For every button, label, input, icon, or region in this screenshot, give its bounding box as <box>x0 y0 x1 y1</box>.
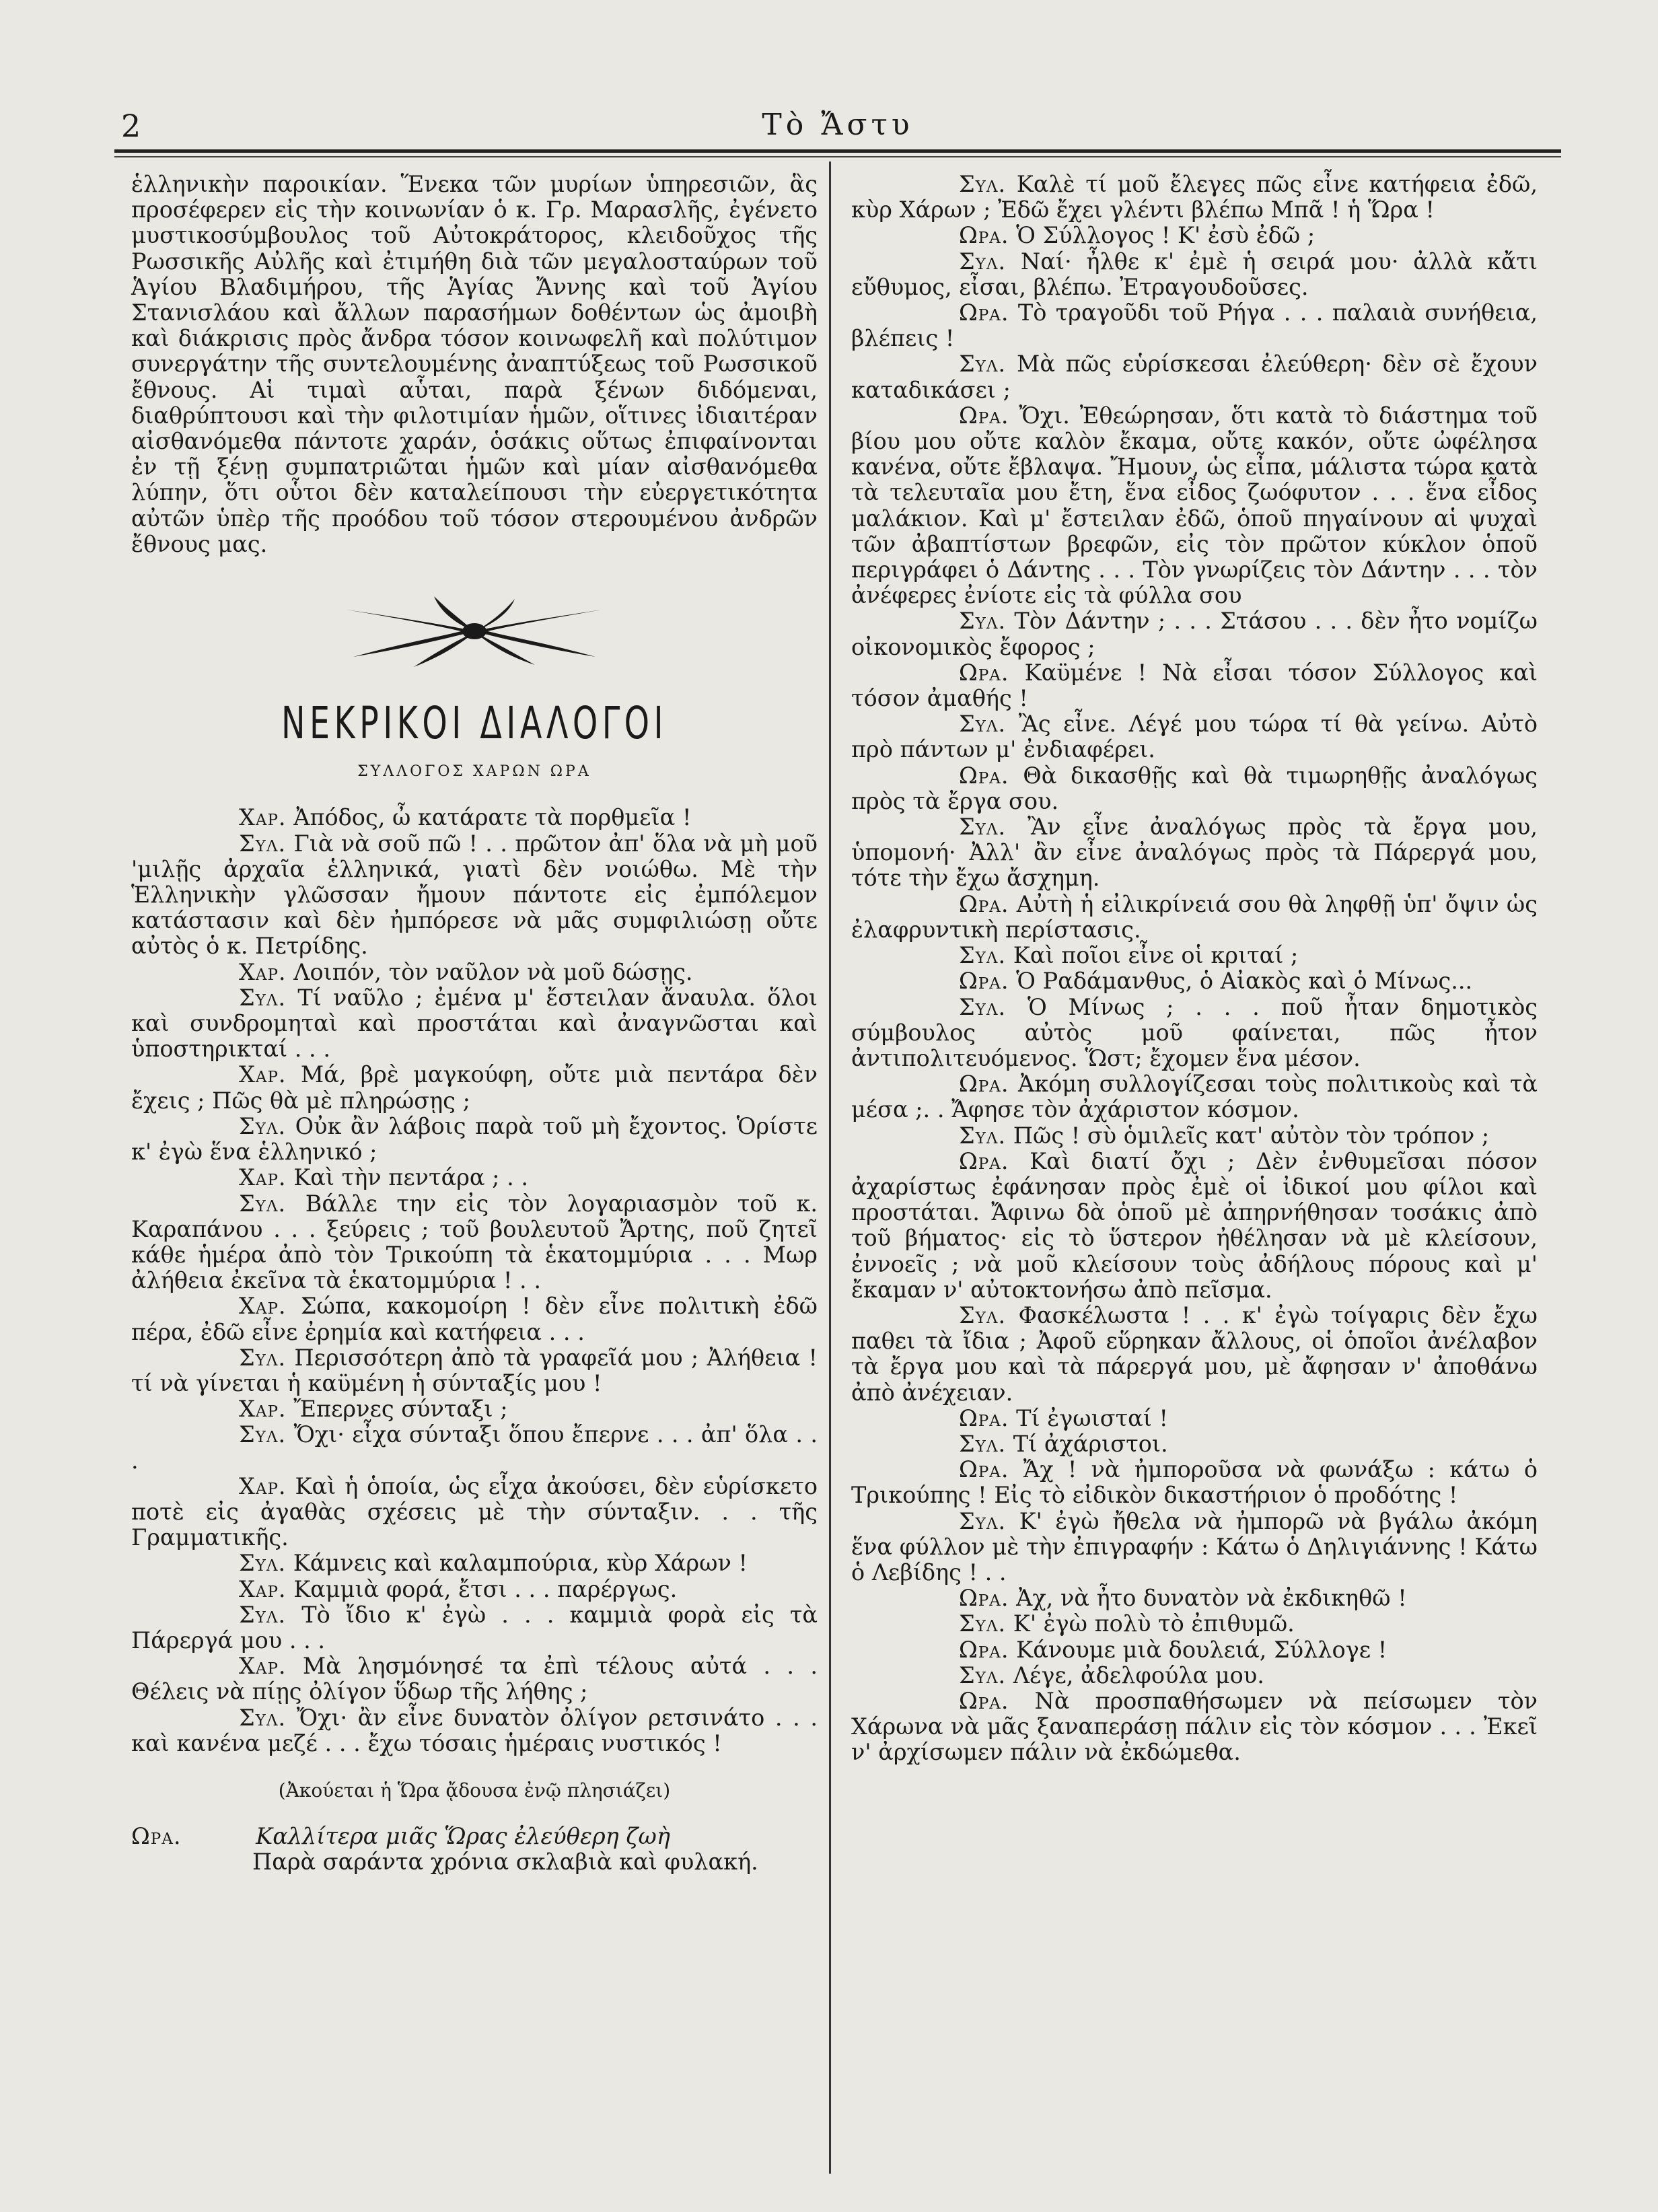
dialogue-line <box>851 403 1538 609</box>
dialogue-text: Καὶ ποῖοι εἶνε οἱ κριταί ; <box>1013 942 1299 969</box>
dialogue-text: Ὁ Μίνως ; . . . ποῦ ἦταν δημοτικὸς σύμβουλος αὐτὸς μοῦ φαίνεται, πῶς ἦτον ἀντιπολιτευόμενος. Ὥστ; ἔχομεν ἕνα μέσον. <box>851 993 1538 1071</box>
speaker-label: Συλ. <box>959 171 1007 197</box>
dialogue-line <box>851 1149 1538 1303</box>
speaker-label: Ωρα. <box>959 1585 1009 1612</box>
speaker-label: Συλ. <box>959 711 1007 738</box>
dialogue-text: Κ' ἐγὼ ἤθελα νὰ ἠμπορῶ νὰ βγάλω ἀκόμη ἕνα φύλλον μὲ τὴν ἐπιγραφήν : Κάτω ὁ Δηλιγιάννης ! Κάτω ὁ Λεβίδης ! . . <box>851 1507 1538 1585</box>
speaker-label: Χαρ. <box>239 1396 287 1423</box>
dialogue-text: Τί ναῦλο ; ἐμένα μ' ἔστειλαν ἄναυλα. ὅλοι καὶ συνδρομηταὶ καὶ προστάται καὶ ἀναγνῶσται καὶ ὑποστηρικταί . . . <box>131 984 818 1063</box>
stage-direction: (Ἀκούεται ἡ Ὥρα ᾄδουσα ἐνῷ πλησιάζει) <box>278 1779 671 1801</box>
dialogue-line <box>851 1303 1538 1406</box>
dialogue-text: Λοιπόν, τὸν ναῦλον νὰ μοῦ δώσῃς. <box>293 958 693 985</box>
dialogue-text: Τὸ τραγοῦδι τοῦ Ρήγα . . . παλαιὰ συνήθεια, βλέπεις ! <box>851 299 1538 352</box>
speaker-label: Ωρα. <box>959 1636 1009 1663</box>
dialogue-text: Φασκέλωστα ! . . κ' ἐγὼ τοίγαρις δὲν ἔχω παθει τὰ ἴδια ; Ἀφοῦ εὕρηκαν ἄλλους, οἱ ὁποῖοι ἀνέλαβον τὰ ἔργα μου καὶ τὰ πάρεργά μου, μὲ ἄφησαν ν' ἀποθάνω ἀπὸ ἀνέχειαν. <box>851 1301 1538 1406</box>
dialogue-line <box>851 660 1538 711</box>
speaker-label: Ωρα. <box>959 890 1009 917</box>
speaker-label: Συλ. <box>239 830 287 857</box>
dialogue-line <box>851 995 1538 1072</box>
dialogue-line <box>851 1637 1538 1663</box>
speaker-label: Συλ. <box>239 1550 287 1577</box>
speaker-label: Ωρα. <box>959 659 1009 686</box>
speaker-label: Ωρα. <box>959 968 1009 995</box>
speaker-label: Ωρα. <box>959 1071 1009 1098</box>
verse-line-1 <box>131 1824 818 1849</box>
speaker-label: Χαρ. <box>239 1653 287 1680</box>
speaker-label: Ωρα. <box>959 222 1009 249</box>
dialogue-line <box>851 1611 1538 1637</box>
speaker-label: Ωρα. <box>959 762 1009 789</box>
dialogue-text: Περισσότερη ἀπὸ τὰ γραφεῖά μου ; Ἀλήθεια ! τί νὰ γίνεται ἡ καϋμένη ἡ σύνταξίς μου ! <box>131 1344 818 1396</box>
speaker-label: Συλ. <box>239 1421 287 1448</box>
speaker-label: Συλ. <box>239 984 287 1011</box>
dialogue-text: Αὐτὴ ἡ εἰλικρίνειά σου θὰ ληφθῇ ὑπ' ὄψιν ὡς ἐλαφρυντικὴ περίστασις. <box>851 890 1538 943</box>
speaker-label: Συλ. <box>239 1190 287 1217</box>
dialogue-line <box>851 1585 1538 1611</box>
left-column <box>131 172 818 1876</box>
header-rule <box>114 149 1561 153</box>
dialogue-line <box>131 1550 818 1576</box>
speaker-label: Συλ. <box>959 351 1007 378</box>
speaker-label: Συλ. <box>959 1430 1007 1457</box>
dialogue-line <box>851 1663 1538 1688</box>
speaker-label: Συλ. <box>239 1112 287 1139</box>
dialogue-text: Καὶ διατί ὄχι ; Δὲν ἐνθυμεῖσαι πόσον ἀχαρίστως ἐφάνησαν πρὸς ἐμὲ οἱ ἰδικοί μου φίλοι καὶ προστάται. Ἄφινω δὰ ὁποῦ μὲ ἀπηρνήθησαν τοσάκις ἀπὸ τοῦ βήματος· εἰς τὸ ὕστερον ἠθέλησαν νὰ μὲ κλείσουν, ἐννοεῖς ; νὰ μοῦ κλείσουν τοὺς ἀδήλους πόρους καὶ μ' ἔκαμαν ν' αὐτοκτονήσω ἀπὸ πεῖσμα. <box>851 1147 1538 1303</box>
speaker-label: Συλ. <box>959 1610 1007 1637</box>
dialogue-line <box>131 1293 818 1345</box>
dialogue-text: Τὸ ἴδιο κ' ἐγὼ . . . καμμιὰ φορὰ εἰς τὰ Πάρεργά μου . . . <box>131 1601 818 1653</box>
speaker-label: Συλ. <box>959 608 1007 635</box>
page-header <box>114 101 1561 155</box>
dialogue-text: Καμμιὰ φορά, ἔτσι . . . παρέργως. <box>293 1575 678 1602</box>
verse-speaker: Ωρα. <box>131 1823 182 1850</box>
speaker-label: Χαρ. <box>239 1061 287 1088</box>
dialogue-line <box>131 805 818 830</box>
dialogue-text: Ὁ Ραδάμανθυς, ὁ Αἰακὸς καὶ ὁ Μίνως... <box>1016 968 1473 995</box>
dialogue-line <box>131 1422 818 1473</box>
dialogue-line <box>131 1705 818 1756</box>
dialogue-text: Ὄχι. Ἐθεώρησαν, ὅτι κατὰ τὸ διάστημα τοῦ βίου μου οὔτε καλὸν ἔκαμα, οὔτε κακόν, οὔτε ὠφέλησα κανένα, οὔτε ἔβλαψα. Ἤμουν, ὡς εἶπα, μάλιστα τώρα κατὰ τὰ τελευταῖα μου ἔτη, ἕνα εἶδος ζωόφυτον . . . ἕνα εἶδος μαλάκιον. Καὶ μ' ἔστειλαν ἐδῶ, ὁποῦ πηγαίνουν αἱ ψυχαὶ τῶν ἀβαπτίστων βρεφῶν, εἰς τὸν πρῶτον κύκλον ὁποῦ περιγράφει ὁ Δάντης . . . Τὸν γνωρίζεις τὸν Δάντην . . . τὸν ἀνέφερες ἐνίοτε εἰς τὰ φύλλα σου <box>851 402 1538 609</box>
verse-line-2: Παρὰ σαράντα χρόνια σκλαβιὰ καὶ φυλακή. <box>252 1849 758 1876</box>
dialogue-line <box>851 943 1538 968</box>
dialogue-line <box>851 608 1538 659</box>
dialogue-text: Κ' ἐγὼ πολὺ τὸ ἐπιθυμῶ. <box>1013 1610 1295 1637</box>
speaker-label: Συλ. <box>959 1122 1007 1149</box>
dialogue-line <box>851 1509 1538 1586</box>
dialogue-text: Τί ἀχάριστοι. <box>1013 1430 1168 1457</box>
intro-paragraph: ἑλληνικὴν παροικίαν. Ἕνεκα τῶν μυρίων ὑπηρεσιῶν, ἃς προσέφερεν εἰς τὴν κοινωνίαν ὁ κ. Γρ. Μαρασλῆς, ἐγένετο μυστικοσύμβουλος τοῦ Αὐτοκράτορος, κλειδοῦχος τῆς Ρωσσικῆς Αὐλῆς καὶ ἐτιμήθη διὰ τῶν μεγαλοσταύρων τοῦ Ἁγίου Βλαδιμήρου, τῆς Ἁγίας Ἄννης καὶ τοῦ Ἁγίου Στανισλάου καὶ ἄλλων παρασήμων δοθέντων ὡς ἀμοιβὴ καὶ διάκρισις πρὸς ἄνδρα τόσον κοινωφελῆ καὶ πολύτιμον συνεργάτην τῆς συντελουμένης ἀναπτύξεως τοῦ Ρωσσικοῦ ἔθνους. Αἱ τιμαὶ αὗται, παρὰ ξένων διδόμεναι, διαθρύπτουσι καὶ τὴν φιλοτιμίαν ἡμῶν, οἵτινες ἰδιαιτέραν αἰσθανόμεθα πάντοτε χαράν, ὁσάκις οὕτως ἐπιφαίνονται ἐν τῇ ξένῃ συμπατριῶται ἡμῶν καὶ μίαν αἰσθανόμεθα λύπην, ὅτι οὗτοι δὲν καταλείπουσι τὴν εὐεργετικότητα αὐτῶν ὑπὲρ τῆς προόδου τοῦ τόσον στερουμένου ἀνδρῶν ἔθνους μας. <box>131 171 818 557</box>
dialogue-text: Νὰ προσπαθήσωμεν νὰ πείσωμεν τὸν Χάρωνα νὰ μᾶς ξαναπεράσῃ πάλιν εἰς τὸν κόσμον . . . Ἐκεῖ ν' ἀρχίσωμεν πάλιν νὰ ἐκδώμεθα. <box>851 1687 1538 1766</box>
ornament-icon <box>333 590 616 670</box>
dialogue-text: Μὰ πῶς εὑρίσκεσαι ἐλεύθερη· δὲν σὲ ἔχουν καταδικάσει ; <box>851 351 1538 403</box>
dialogue-text: Πῶς ! σὺ ὁμιλεῖς κατ' αὐτὸν τὸν τρόπον ; <box>1013 1122 1490 1149</box>
dialogue-line <box>131 1396 818 1422</box>
dialogue-text: Καὶ τὴν πεντάρα ; . . <box>293 1164 529 1191</box>
dialogue-text: Μά, βρὲ μαγκούφη, οὔτε μιὰ πεντάρα δὲν ἔχεις ; Πῶς θὰ μὲ πληρώσῃς ; <box>131 1061 818 1114</box>
dialogue-text: Οὐκ ἂν λάβοις παρὰ τοῦ μὴ ἔχοντος. Ὁρίστε κ' ἐγὼ ἕνα ἑλληνικό ; <box>131 1112 818 1166</box>
dialogue-line <box>851 1071 1538 1122</box>
dialogue-text: Τί ἐγωισταί ! <box>1016 1404 1169 1431</box>
speaker-label: Συλ. <box>959 942 1007 969</box>
dialogue-line <box>851 711 1538 762</box>
speaker-label: Χαρ. <box>239 958 287 985</box>
dialogue-line <box>131 1191 818 1294</box>
dialogue-line <box>131 960 818 985</box>
dialogue-line <box>131 985 818 1063</box>
dialogue-line <box>851 814 1538 892</box>
dialogue-line <box>131 1114 818 1165</box>
dialogue-text: Τὸν Δάντην ; . . . Στάσου . . . δὲν ἦτο νομίζω οἰκονομικὸς ἔφορος ; <box>851 608 1538 660</box>
dialogue-text: Γιὰ νὰ σοῦ πῶ ! . . πρῶτον ἀπ' ὅλα νὰ μὴ μοῦ 'μιλῇς ἀρχαῖα ἑλληνικά, γιατὶ δὲν νοιώθω. Μὲ τὴν Ἑλληνικὴν γλῶσσαν ἤμουν πάντοτε εἰς ἐμπόλεμον κατάστασιν καὶ δὲν ἠμπόρεσε νὰ μᾶς συμφιλιώσῃ οὔτε αὐτὸς ὁ κ. Πετρίδης. <box>131 830 818 960</box>
dialogue-title: ΝΕΚΡΙΚΟΙ ΔΙΑΛΟΓΟΙ <box>281 697 668 750</box>
dialogue-text: Ἂν εἶνε ἀναλόγως πρὸς τὰ ἔργα μου, ὑπομονή· Ἀλλ' ἂν εἶνε ἀναλόγως πρὸς τὰ Πάρεργά μου, τότε τὴν ἔχω ἄσχημη. <box>851 814 1538 892</box>
speaker-label: Συλ. <box>239 1601 287 1628</box>
dialogue-line <box>851 223 1538 248</box>
dialogue-line <box>851 1688 1538 1766</box>
speaker-label: Χαρ. <box>239 1164 287 1191</box>
dialogue-text: Ἔπερνες σύνταξι ; <box>293 1396 508 1423</box>
dialogue-line <box>851 1431 1538 1457</box>
dialogue-text: Λέγε, ἀδελφούλα μου. <box>1013 1662 1264 1688</box>
dialogue-text: Ἀκόμη συλλογίζεσαι τοὺς πολιτικοὺς καὶ τὰ μέσα ;. . Ἄφησε τὸν ἀχάριστον κόσμον. <box>851 1071 1538 1123</box>
speaker-label: Συλ. <box>239 1344 287 1371</box>
speaker-label: Συλ. <box>959 1662 1007 1688</box>
speaker-label: Ωρα. <box>959 1147 1009 1174</box>
dialogue-text: Καϋμένε ! Νὰ εἶσαι τόσον Σύλλογος καὶ τόσον ἀμαθής ! <box>851 659 1538 712</box>
page-number: 2 <box>121 108 141 144</box>
dialogue-line <box>851 1123 1538 1149</box>
speaker-label: Συλ. <box>959 1301 1007 1328</box>
dialogue-text: Ἀχ, νὰ ἦτο δυνατὸν νὰ ἐκδικηθῶ ! <box>1016 1585 1407 1612</box>
speaker-label: Ωρα. <box>959 1687 1009 1714</box>
right-dialogue <box>851 172 1538 1766</box>
speaker-label: Ωρα. <box>959 1404 1009 1431</box>
dialogue-text: Ὄχι· ἂν εἶνε δυνατὸν ὀλίγον ρετσινάτο . . . καὶ κανένα μεζέ . . . ἔχω τόσαις ἡμέραις νυστικός ! <box>131 1704 818 1756</box>
dialogue-line <box>851 892 1538 943</box>
dialogue-line <box>851 968 1538 994</box>
verse-text-1: Καλλίτερα μιᾶς Ὥρας ἐλεύθερη ζωὴ <box>256 1823 670 1850</box>
dialogue-line <box>851 300 1538 351</box>
dialogue-line <box>131 1577 818 1602</box>
dialogue-line <box>851 763 1538 814</box>
speaker-label: Συλ. <box>239 1704 287 1731</box>
speaker-label: Χαρ. <box>239 1575 287 1602</box>
right-column <box>851 172 1538 1766</box>
speaker-label: Χαρ. <box>239 1472 287 1499</box>
dialogue-text: Καλὲ τί μοῦ ἔλεγες πῶς εἶνε κατήφεια ἐδῶ, κὺρ Χάρων ; Ἐδῶ ἔχει γλέντι βλέπω Μπᾶ ! ἡ Ὥρα ! <box>851 171 1538 223</box>
speaker-label: Συλ. <box>959 814 1007 841</box>
dialogue-line <box>851 1406 1538 1431</box>
dialogue-text: Ἄχ ! νὰ ἠμποροῦσα νὰ φωνάξω : κάτω ὁ Τρικούπης ! Εἰς τὸ εἰδικὸν δικαστήριον ὁ προδότης ! <box>851 1456 1538 1509</box>
dialogue-text: Ἂς εἶνε. Λέγέ μου τώρα τί θὰ γείνω. Αὐτὸ πρὸ πάντων μ' ἐνδιαφέρει. <box>851 711 1538 763</box>
dialogue-line <box>131 1653 818 1705</box>
running-title: Τὸ Ἄστυ <box>762 108 914 142</box>
dialogue-text: Ὁ Σύλλογος ! Κ' ἐσὺ ἐδῶ ; <box>1016 222 1315 249</box>
dialogue-text: Ἀπόδος, ὦ κατάρατε τὰ πορθμεῖα ! <box>293 804 692 831</box>
dialogue-line <box>851 351 1538 402</box>
dialogue-text: Κάμνεις καὶ καλαμπούρια, κὺρ Χάρων ! <box>293 1550 748 1577</box>
dialogue-line <box>851 249 1538 300</box>
dialogue-text: Βάλλε την εἰς τὸν λογαριασμὸν τοῦ κ. Καραπάνου . . . ξεύρεις ; τοῦ βουλευτοῦ Ἄρτης, ποῦ ζητεῖ κάθε ἡμέρα ἀπὸ τὸν Τρικούπη τὰ ἑκατομμύρια . . . Μωρ ἀλήθεια ἐκεῖνα τὰ ἑκατομμύρια ! . . <box>131 1190 818 1294</box>
dialogue-line <box>131 831 818 960</box>
speaker-label: Ωρα. <box>959 299 1009 326</box>
left-dialogue <box>131 805 818 1756</box>
dialogue-line <box>131 1602 818 1653</box>
speaker-label: Συλ. <box>959 248 1007 275</box>
dialogue-text: Ὄχι· εἶχα σύνταξι ὅπου ἔπερνε . . . ἀπ' ὅλα . . . <box>131 1421 818 1474</box>
dialogue-text: Κάνουμε μιὰ δουλειά, Σύλλογε ! <box>1016 1636 1387 1663</box>
dialogue-text: Ναί· ἦλθε κ' ἐμὲ ἡ σειρά μου· ἀλλὰ κἄτι εὔθυμος, εἶσαι, βλέπω. Ἐτραγουδοῦσες. <box>851 248 1538 300</box>
dialogue-text: Σώπα, κακομοίρη ! δὲν εἶνε πολιτικὴ ἐδῶ πέρα, ἐδῶ εἶνε ἐρημία καὶ κατήφεια . . . <box>131 1293 818 1345</box>
dialogue-text: Μὰ λησμόνησέ τα ἐπὶ τέλους αὐτά . . . Θέλεις νὰ πίῃς ὀλίγον ὕδωρ τῆς λήθης ; <box>131 1653 818 1705</box>
dialogue-line <box>131 1345 818 1396</box>
dialogue-line <box>851 172 1538 223</box>
dialogue-line <box>131 1062 818 1113</box>
speaker-label: Χαρ. <box>239 1293 287 1320</box>
dialogue-text: Θὰ δικασθῇς καὶ θὰ τιμωρηθῇς ἀναλόγως πρὸς τὰ ἔργα σου. <box>851 762 1538 814</box>
dialogue-subtitle: ΣΥΛΛΟΓΟΣ ΧΑΡΩΝ ΩΡΑ <box>357 763 591 781</box>
column-divider <box>829 162 831 2174</box>
dialogue-line <box>131 1165 818 1190</box>
speaker-label: Ωρα. <box>959 1456 1009 1483</box>
dialogue-text: Καὶ ἡ ὁποία, ὡς εἶχα ἀκούσει, δὲν εὑρίσκετο ποτὲ εἰς ἀγαθὰς σχέσεις μὲ τὴν σύνταξιν. . . τῆς Γραμματικῆς. <box>131 1472 818 1551</box>
dialogue-line <box>131 1474 818 1551</box>
speaker-label: Συλ. <box>959 1507 1007 1534</box>
speaker-label: Χαρ. <box>239 804 287 831</box>
dialogue-line <box>851 1457 1538 1508</box>
speaker-label: Συλ. <box>959 993 1007 1020</box>
speaker-label: Ωρα. <box>959 402 1009 429</box>
header-rule-thin <box>114 156 1561 157</box>
